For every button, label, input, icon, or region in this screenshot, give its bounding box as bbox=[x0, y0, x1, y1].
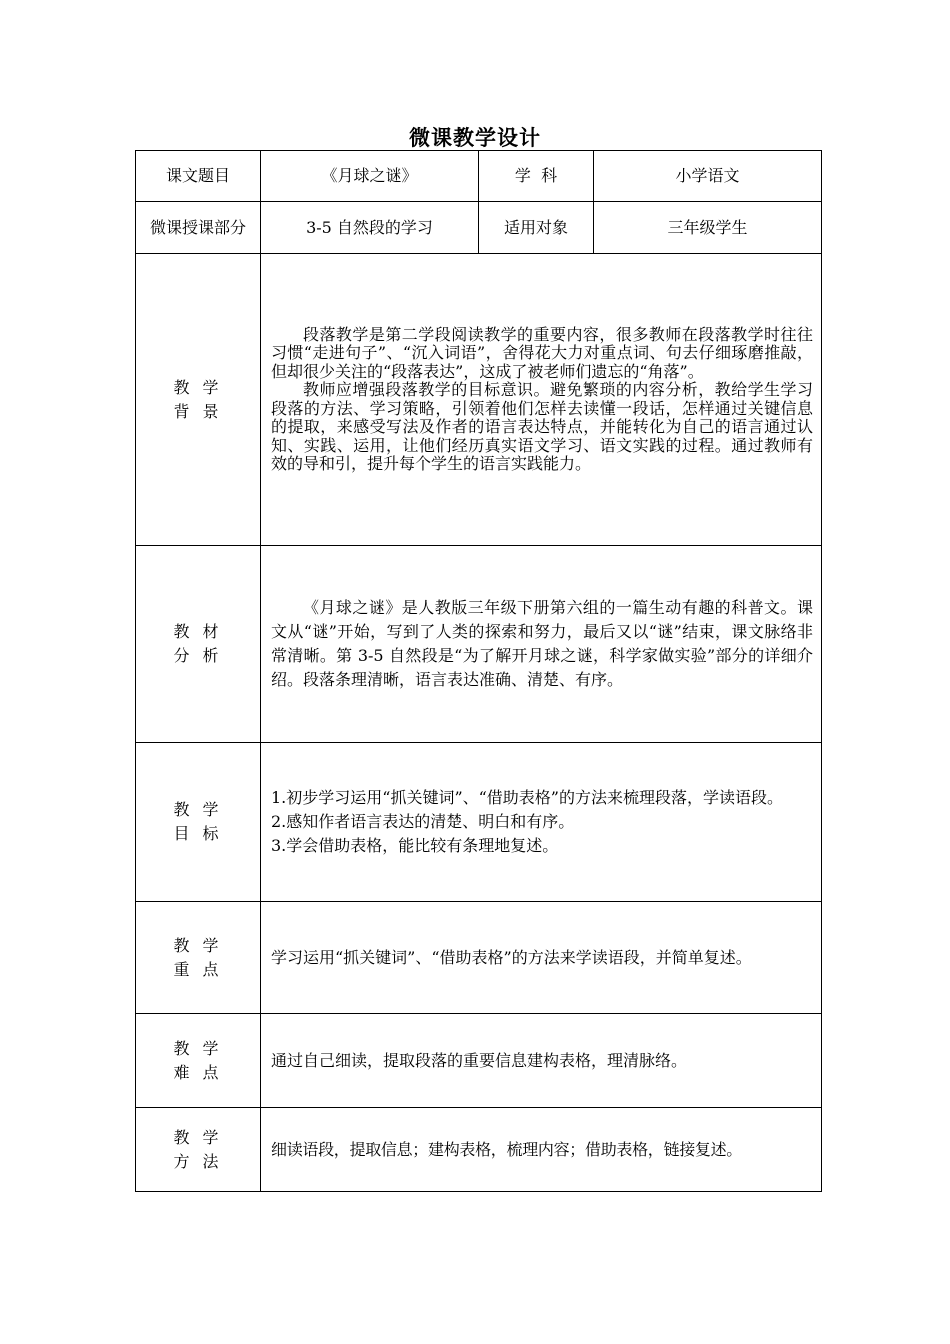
table-row-methods bbox=[136, 1108, 822, 1192]
label-teaching-difficulties: 教 学 难 点 bbox=[136, 1014, 261, 1108]
material-analysis-content bbox=[261, 546, 822, 743]
difficulties-paragraph: 通过自己细读，提取段落的重要信息建构表格，理清脉络。 bbox=[271, 1050, 688, 1070]
value-subject: 小学语文 bbox=[594, 151, 822, 202]
teaching-difficulties-content bbox=[261, 1014, 822, 1108]
label-teaching-keypoints: 教 学 重 点 bbox=[136, 902, 261, 1014]
teaching-methods-content bbox=[261, 1108, 822, 1192]
value-lesson-title: 《月球之谜》 bbox=[261, 151, 479, 202]
table-row-difficulties bbox=[136, 1014, 822, 1108]
label-teaching-goals: 教 学 目 标 bbox=[136, 743, 261, 902]
label-teaching-background: 教 学 背 景 bbox=[136, 254, 261, 546]
label-subject: 学 科 bbox=[479, 151, 594, 202]
lesson-design-table bbox=[135, 150, 822, 1192]
value-target-audience: 三年级学生 bbox=[594, 202, 822, 254]
table-row-keypoints bbox=[136, 902, 822, 1014]
table-row-goals bbox=[136, 743, 822, 902]
value-lesson-part: 3-5 自然段的学习 bbox=[261, 202, 479, 254]
teaching-goals-content bbox=[261, 743, 822, 902]
table-row-background bbox=[136, 254, 822, 546]
teaching-background-content bbox=[261, 254, 822, 546]
background-paragraph-2: 教师应增强段落教学的目标意识。避免繁琐的内容分析，教给学生学习段落的方法、学习策略，引领着他们怎样去读懂一段话，怎样通过关键信息的提取，来感受写法及作者的语言表达特点，并能转化为自己的语言通过认知、实践、运用，让他们经历真实语文学习、语文实践的过程。通过教师有效的导和引，提升每个学生的语言实践能力。 bbox=[271, 380, 813, 473]
label-teaching-methods: 教 学 方 法 bbox=[136, 1108, 261, 1192]
label-lesson-title: 课文题目 bbox=[136, 151, 261, 202]
table-row-lesson-part bbox=[136, 202, 822, 254]
teaching-keypoints-content bbox=[261, 902, 822, 1014]
label-material-analysis: 教 材 分 析 bbox=[136, 546, 261, 743]
goal-item: 1.初步学习运用“抓关键词”、“借助表格”的方法来梳理段落，学读语段。 bbox=[271, 788, 783, 807]
label-lesson-part: 微课授课部分 bbox=[136, 202, 261, 254]
goal-item: 2.感知作者语言表达的清楚、明白和有序。 bbox=[271, 812, 575, 831]
material-paragraph: 《月球之谜》是人教版三年级下册第六组的一篇生动有趣的科普文。课文从“谜”开始，写到了人类的探索和努力，最后又以“谜”结束，课文脉络非常清晰。第 3-5 自然段是“为了解开月球之谜，科学家做实验”部分的详细介绍。段落条理清晰，语言表达准确、清楚、有序。 bbox=[271, 598, 813, 689]
table-row-material bbox=[136, 546, 822, 743]
background-paragraph-1: 段落教学是第二学段阅读教学的重要内容，很多教师在段落教学时往往习惯“走进句子”、“沉入词语”，舍得花大力对重点词、句去仔细琢磨推敲，但却很少关注的“段落表达”，这成了被老师们遗忘的“角落”。 bbox=[271, 324, 813, 381]
document-title: 微课教学设计 bbox=[409, 125, 541, 150]
table-row-lesson-title bbox=[136, 151, 822, 202]
goal-item: 3.学会借助表格，能比较有条理地复述。 bbox=[271, 836, 559, 855]
methods-paragraph: 细读语段，提取信息；建构表格，梳理内容；借助表格，链接复述。 bbox=[271, 1139, 743, 1159]
label-target-audience: 适用对象 bbox=[479, 202, 594, 254]
keypoints-paragraph: 学习运用“抓关键词”、“借助表格”的方法来学读语段，并简单复述。 bbox=[271, 947, 752, 967]
